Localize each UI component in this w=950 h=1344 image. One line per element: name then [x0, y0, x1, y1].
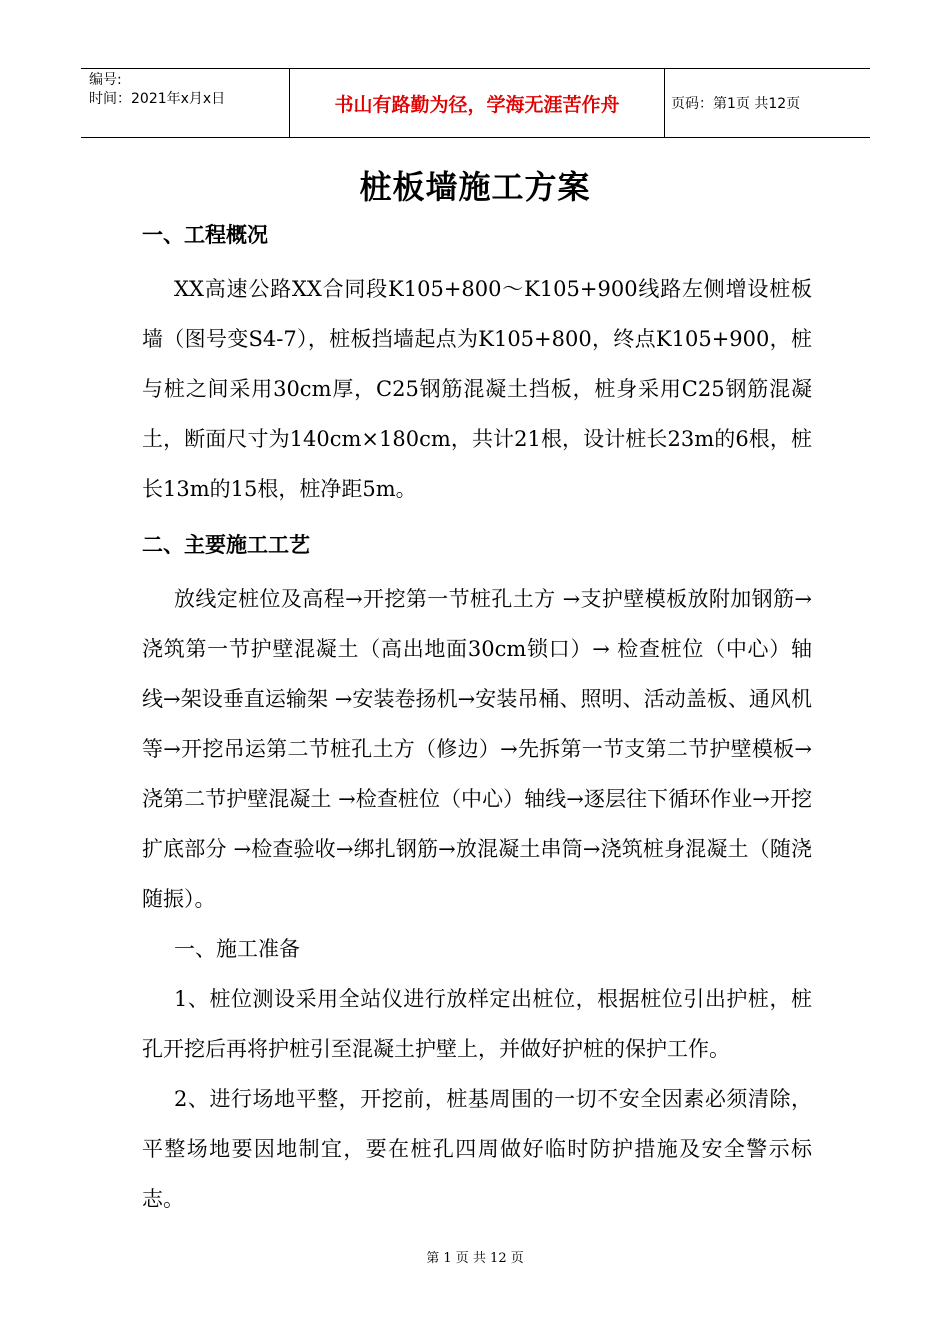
document-title: 桩板墙施工方案: [359, 168, 591, 206]
page-footer: 第 1 页 共 12 页: [426, 1251, 524, 1266]
section1-heading: 一、工程概况: [142, 223, 268, 247]
section2-heading: 二、主要施工工艺: [142, 533, 310, 557]
header-motto: 书山有路勤为径，学海无涯苦作舟: [290, 69, 665, 137]
header-page-info: 页码：第1页 共12页: [671, 96, 801, 112]
section2-paragraph: 放线定桩位及高程→开挖第一节桩孔土方 →支护壁模板放附加钢筋→浇筑第一节护壁混凝土（高出地面30cm锁口）→ 检查桩位（中心）轴线→架设垂直运输架 →安装卷扬机→安装吊桶、照明、活动盖板、通风机等→开挖吊运第二节桩孔土方（修边）→先拆第一节支第二节护壁模板→浇第二节护壁混凝土 →检查桩位（中心）轴线→逐层往下循环作业→开挖扩底部分 →检查验收→绑扎钢筋→放混凝土串筒→浇筑桩身混凝土（随浇随振）。: [142, 587, 812, 911]
header-meta: [81, 69, 290, 137]
document-header: [81, 68, 870, 138]
number-label: 编号:: [89, 72, 122, 88]
document-body: [142, 218, 812, 1224]
time-label: 时间：2021年x月x日: [89, 91, 226, 107]
section2-item2: 2、进行场地平整，开挖前，桩基周围的一切不安全因素必须清除，平整场地要因地制宜，要在桩孔四周做好临时防护措施及安全警示标志。: [142, 1087, 812, 1211]
section2-item1: 1、桩位测设采用全站仪进行放样定出桩位，根据桩位引出护桩，桩孔开挖后再将护桩引至混凝土护壁上，并做好护桩的保护工作。: [142, 987, 812, 1061]
section2-subheading: 一、施工准备: [174, 937, 300, 961]
section1-paragraph: XX高速公路XX合同段K105+800～K105+900线路左侧增设桩板墙（图号变S4-7），桩板挡墙起点为K105+800，终点K105+900，桩与桩之间采用30cm厚，C25钢筋混凝土挡板，桩身采用C25钢筋混凝土，断面尺寸为140cm×180cm，共计21根，设计桩长23m的6根，桩长13m的15根，桩净距5m。: [142, 277, 812, 501]
